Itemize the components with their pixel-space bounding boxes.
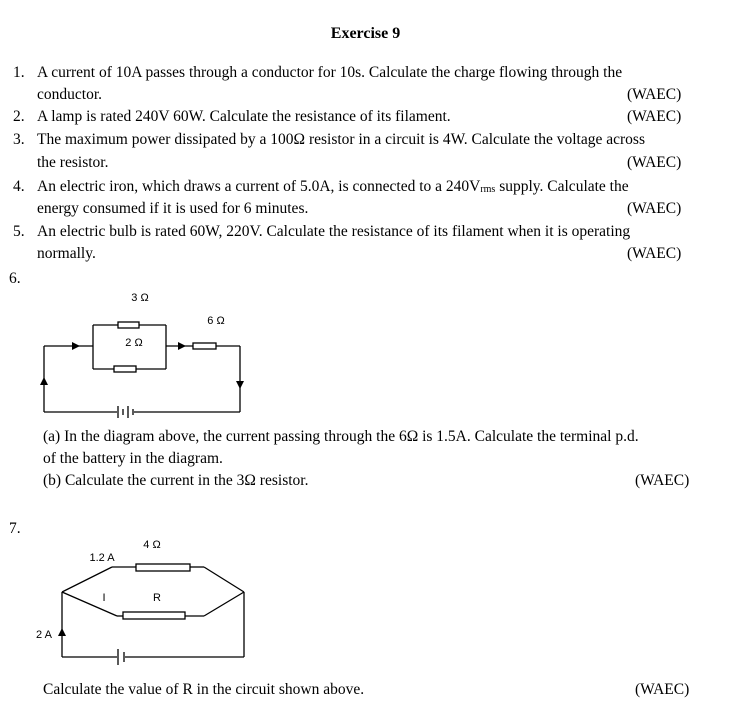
- q3-line1: The maximum power dissipated by a 100Ω resistor in a circuit is 4W. Calculate the voltage across: [37, 131, 645, 148]
- q6-resistor-3ohm: [118, 322, 139, 328]
- q5-source: (WAEC): [627, 245, 682, 262]
- q6-current-arrow-right: [178, 342, 186, 350]
- q6-battery-icon: [118, 406, 133, 418]
- q7-label-current-total: 2 A: [36, 629, 52, 641]
- q6-current-arrow-up: [40, 377, 48, 385]
- q6-current-arrow-left: [72, 342, 80, 350]
- q6-number: 6.: [9, 270, 21, 287]
- q3-source: (WAEC): [627, 154, 682, 171]
- q4-source: (WAEC): [627, 200, 682, 217]
- q6-label-3ohm: 3 Ω: [131, 292, 149, 304]
- q2-line1: A lamp is rated 240V 60W. Calculate the resistance of its filament.: [37, 108, 451, 125]
- q6-part-b: (b) Calculate the current in the 3Ω resistor.: [43, 472, 309, 489]
- q7-source: (WAEC): [635, 681, 690, 698]
- q7-resistor-r: [123, 612, 185, 619]
- q7-battery-icon: [118, 649, 124, 665]
- q5-line2: normally.: [37, 245, 96, 262]
- q1-number: 1.: [13, 64, 25, 81]
- q4-rms-subscript: rms: [480, 184, 496, 195]
- q4-line1-end: supply. Calculate the: [495, 178, 629, 195]
- q6-source: (WAEC): [635, 472, 690, 489]
- q5-line1: An electric bulb is rated 60W, 220V. Calculate the resistance of its filament when it is operating: [37, 223, 631, 240]
- q7-label-current-top: 1.2 A: [89, 552, 115, 564]
- q4-line1-start: An electric iron, which draws a current of 5.0A, is connected to a 240V: [37, 178, 481, 195]
- q3-line2: the resistor.: [37, 154, 109, 171]
- q7-resistor-4ohm: [136, 564, 190, 571]
- q7-label-r: R: [153, 592, 161, 604]
- page-title: Exercise 9: [330, 25, 401, 42]
- q6-label-2ohm: 2 Ω: [125, 337, 143, 349]
- q6-resistor-2ohm: [114, 366, 136, 372]
- q6-part-a-line2: of the battery in the diagram.: [43, 450, 223, 467]
- q7-number: 7.: [9, 520, 21, 537]
- q7-label-4ohm: 4 Ω: [143, 539, 161, 551]
- q5-number: 5.: [13, 223, 25, 240]
- q7-text: Calculate the value of R in the circuit shown above.: [43, 681, 365, 698]
- q4-number: 4.: [13, 178, 25, 195]
- q7-circuit-diagram: [0, 530, 731, 675]
- q6-label-6ohm: 6 Ω: [207, 315, 225, 327]
- q1-source: (WAEC): [627, 86, 682, 103]
- q7-current-arrow-up: [58, 628, 66, 636]
- q4-line1: [37, 178, 629, 199]
- q1-line1: A current of 10A passes through a conductor for 10s. Calculate the charge flowing through the: [37, 64, 623, 81]
- q4-line2: energy consumed if it is used for 6 minutes.: [37, 200, 309, 217]
- q6-circuit-diagram: [0, 280, 731, 425]
- q7-label-current-i: I: [102, 592, 106, 604]
- q2-source: (WAEC): [627, 108, 682, 125]
- q6-resistor-6ohm: [193, 343, 216, 349]
- q6-part-a-line1: (a) In the diagram above, the current passing through the 6Ω is 1.5A. Calculate the terminal p.d.: [43, 428, 639, 445]
- q3-number: 3.: [13, 131, 25, 148]
- q2-number: 2.: [13, 108, 25, 125]
- q6-current-arrow-down: [236, 381, 244, 389]
- q1-line2: conductor.: [37, 86, 102, 103]
